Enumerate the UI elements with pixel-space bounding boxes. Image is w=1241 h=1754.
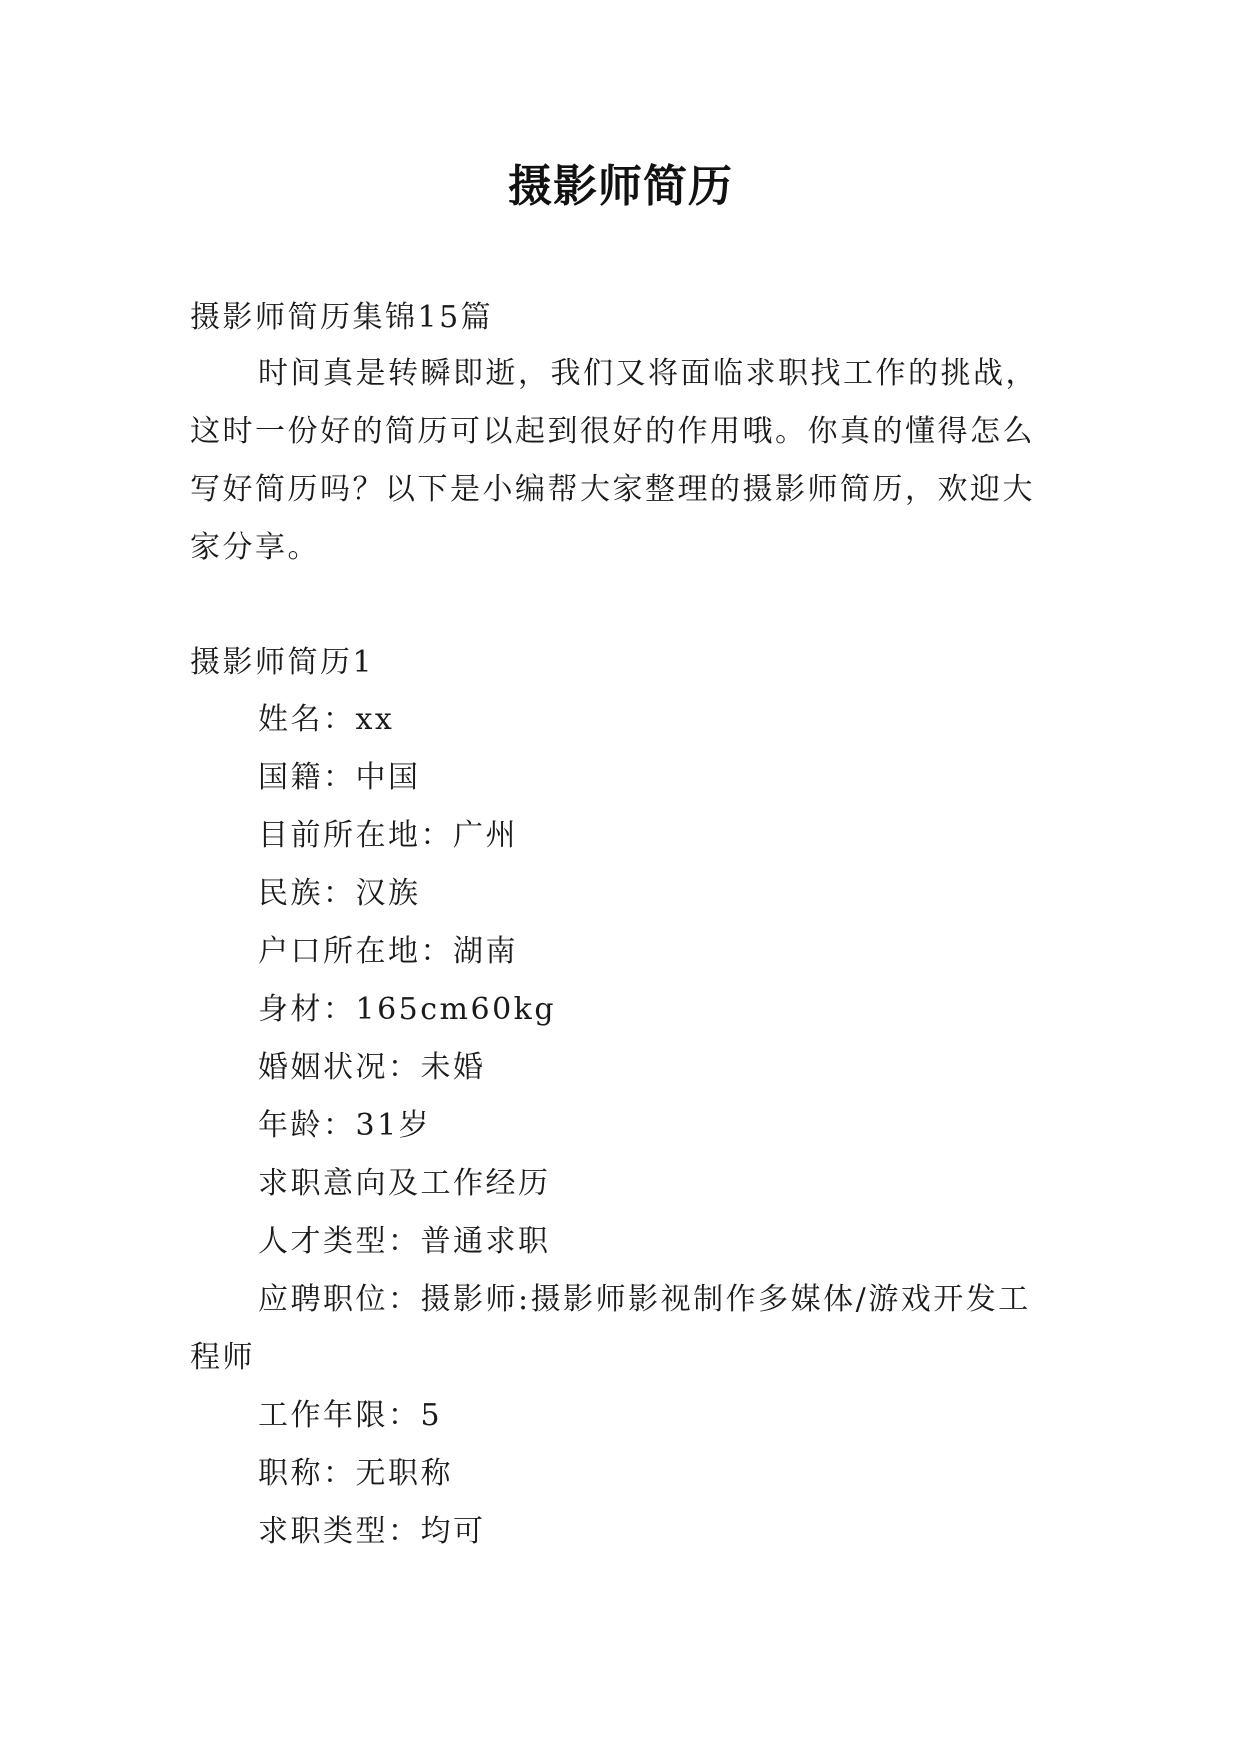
field-physique: 身材：165cm60kg <box>258 992 557 1027</box>
intro-line-3: 写好简历吗？以下是小编帮大家整理的摄影师简历，欢迎大 <box>190 472 1035 507</box>
field-hukou-location: 户口所在地：湖南 <box>258 934 518 969</box>
intro-line-1: 时间真是转瞬即逝，我们又将面临求职找工作的挑战， <box>258 356 1038 391</box>
field-job-intention-heading: 求职意向及工作经历 <box>258 1166 551 1201</box>
page-title: 摄影师简历 <box>508 161 733 212</box>
field-name: 姓名：xx <box>258 702 395 737</box>
field-job-type: 求职类型：均可 <box>258 1514 486 1549</box>
document-subtitle: 摄影师简历集锦15篇 <box>190 300 494 335</box>
intro-line-4: 家分享。 <box>190 530 320 565</box>
field-position-applied: 应聘职位：摄影师:摄影师影视制作多媒体/游戏开发工 <box>258 1282 1031 1317</box>
field-professional-title: 职称：无职称 <box>258 1456 453 1491</box>
section-heading: 摄影师简历1 <box>190 645 375 680</box>
field-age: 年龄：31岁 <box>258 1108 432 1143</box>
field-current-location: 目前所在地：广州 <box>258 818 518 853</box>
field-nationality: 国籍：中国 <box>258 760 421 795</box>
field-marital-status: 婚姻状况：未婚 <box>258 1050 486 1085</box>
field-talent-type: 人才类型：普通求职 <box>258 1224 551 1259</box>
field-years-of-work: 工作年限：5 <box>258 1398 443 1433</box>
field-ethnicity: 民族：汉族 <box>258 876 421 911</box>
intro-line-2: 这时一份好的简历可以起到很好的作用哦。你真的懂得怎么 <box>190 414 1035 449</box>
field-position-applied-cont: 程师 <box>190 1340 255 1375</box>
